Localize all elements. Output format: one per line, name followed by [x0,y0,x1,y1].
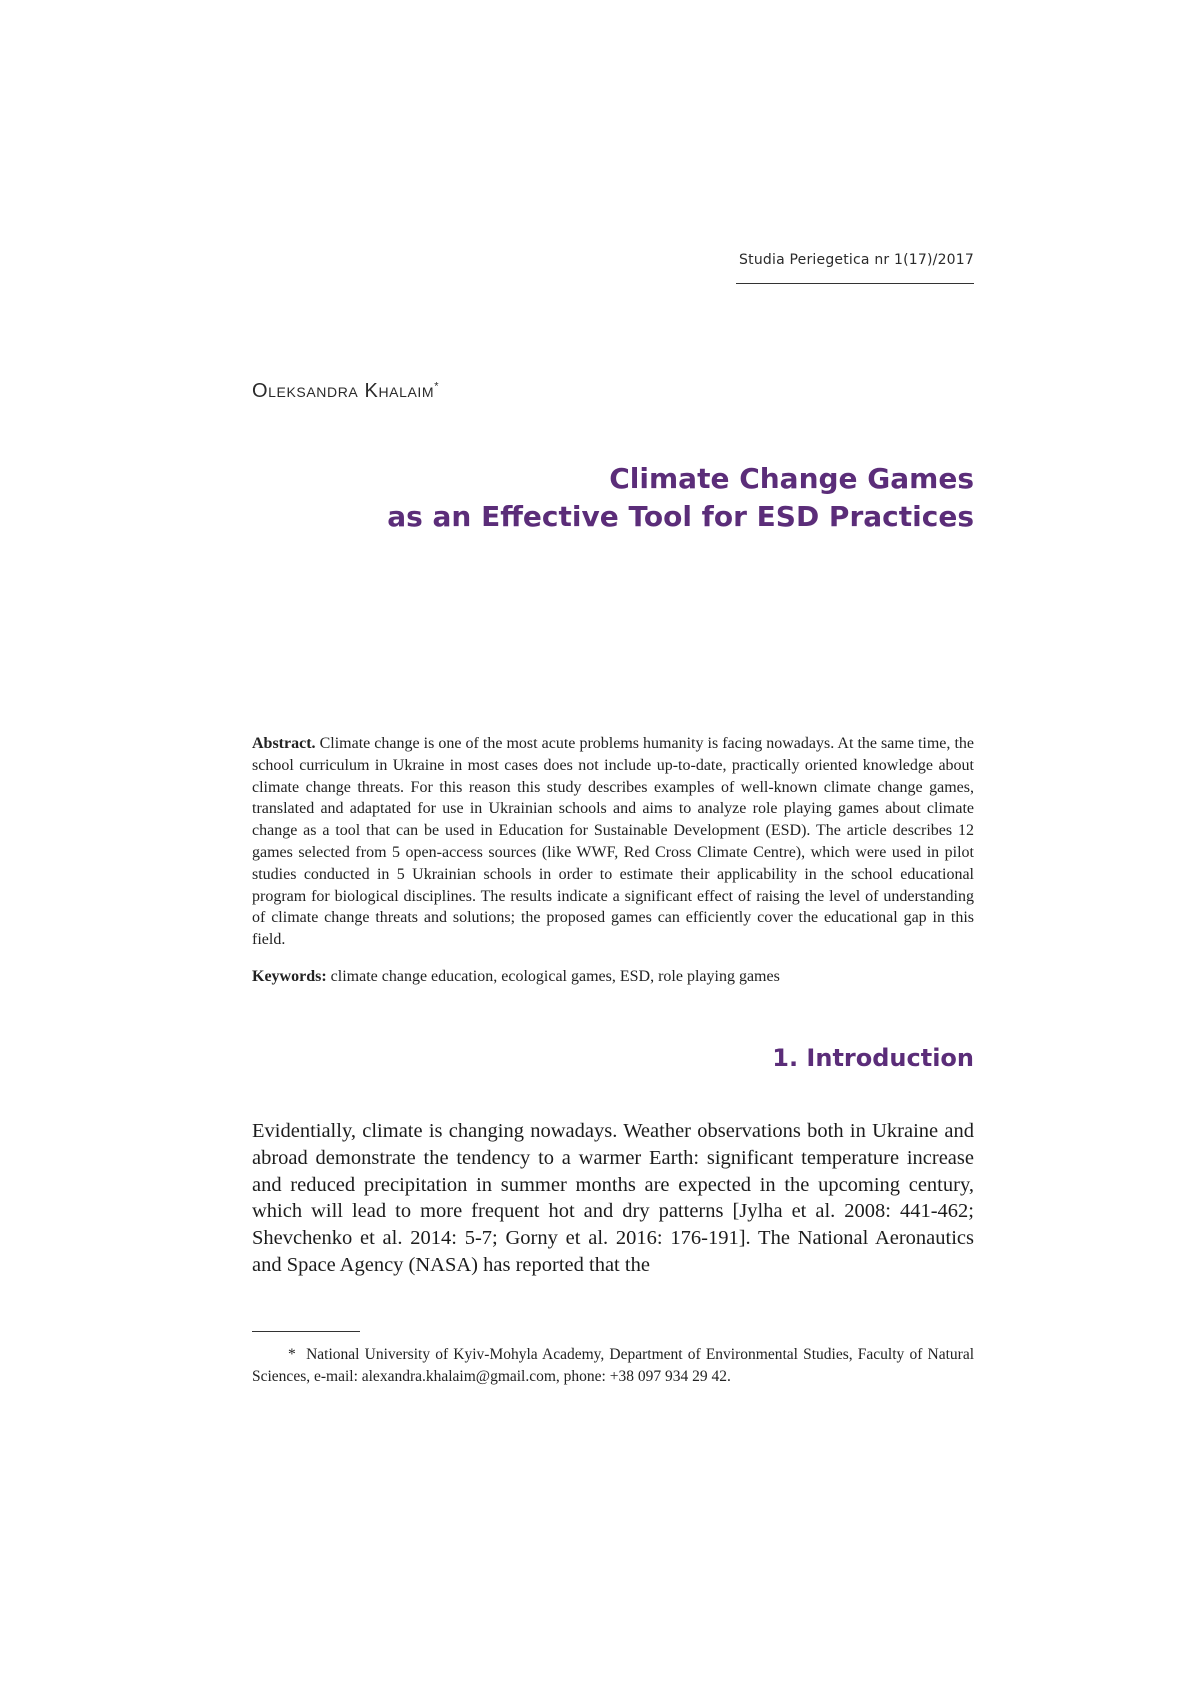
title-line-1: Climate Change Games [609,462,974,495]
abstract-label: Abstract. [252,735,316,752]
keywords-label: Keywords: [252,968,327,985]
footnote-marker: * [288,1346,296,1363]
paper-title [330,460,974,536]
section-heading-introduction: 1. Introduction [772,1044,974,1072]
introduction-paragraph: Evidentially, climate is changing nowadays. Weather observations both in Ukraine and abroad demonstrate the tendency to a warmer Earth: significant temperature increase and reduced precipitation in summer months are expected in the upcoming century, which will lead to more frequent hot and dry patterns [Jylha et al. 2008: 441-462; Shevchenko et al. 2014: 5-7; Gorny et al. 2016: 176-191]. The National Aeronautics and Space Agency (NASA) has reported that the [252,1120,974,1276]
footnote-rule [252,1331,360,1332]
title-line-2: as an Effective Tool for ESD Practices [387,500,974,533]
abstract-text: Climate change is one of the most acute problems humanity is facing nowadays. At the same time, the school curriculum in Ukraine in most cases does not include up-to-date, practically oriented knowledge about climate change threats. For this reason this study describes examples of well-known climate change games, translated and adaptated for use in Ukrainian schools and aims to analyze role playing games about climate change as a tool that can be used in Education for Sustainable Development (ESD). The article describes 12 games selected from 5 open-access sources (like WWF, Red Cross Climate Centre), which were used in pilot studies conducted in 5 Ukrainian schools in order to estimate their applicability in the school educational program for biological disciplines. The results indicate a significant effect of raising the level of understanding of climate change threats and solutions; the proposed games can efficiently cover the educational gap in this field. [252,735,974,949]
footnote-text: National University of Kyiv-Mohyla Academy, Department of Environmental Studies, Faculty of Natural Sciences, e-mail: alexandra.khalaim@gmail.com, phone: +38 097 934 29 42. [252,1346,975,1385]
abstract [252,733,974,951]
journal-header: Studia Periegetica nr 1(17)/2017 [739,252,974,268]
author-name-text: Oleksandra Khalaim [252,380,435,402]
author-name [252,380,439,403]
author-footnote-marker: * [434,380,440,393]
keywords [252,966,974,988]
header-rule [736,283,974,284]
footnote [252,1344,974,1387]
keywords-text: climate change education, ecological games, ESD, role playing games [330,968,780,985]
